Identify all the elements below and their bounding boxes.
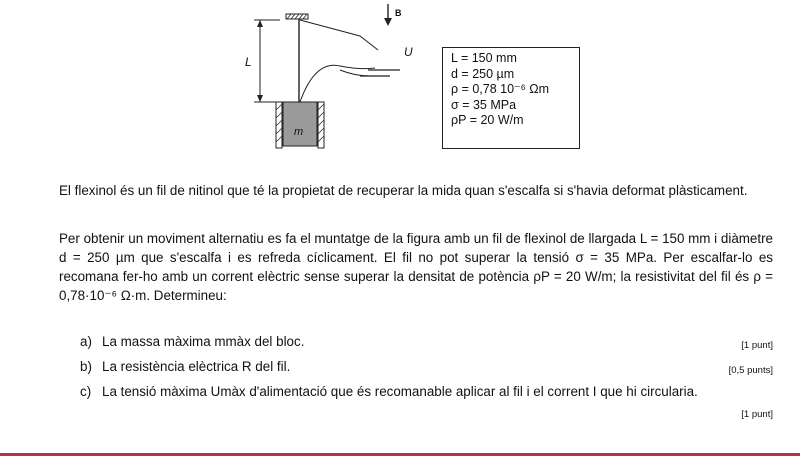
label-L: L bbox=[245, 55, 252, 69]
problem-paragraph: Per obtenir un moviment alternatiu es fa el muntatge de la figura amb un fil de flexinol de llargada L = 150 mm i diàmetre d = 250 µm que s'escalfa i es refreda cíclicament. El fil no pot superar la tensió σ = 35 MPa. Per escalfar-lo es recomana fer-ho amb un corrent elèctric sense superar la densitat de potència ρP = 20 W/m; la resistivitat del fil és ρ = 0,78·10⁻⁶ Ω·m. Determineu: bbox=[59, 231, 773, 303]
question-c bbox=[80, 382, 773, 422]
question-text: La massa màxima mmàx del bloc. bbox=[102, 334, 305, 349]
question-points: [1 punt] bbox=[741, 409, 773, 420]
label-m: m bbox=[294, 126, 304, 138]
question-letter: a) bbox=[80, 334, 92, 349]
question-text: La resistència elèctrica R del fil. bbox=[102, 359, 291, 374]
question-points: [1 punt] bbox=[741, 340, 773, 351]
question-points: [0,5 punts] bbox=[728, 365, 773, 376]
intro-paragraph: El flexinol és un fil de nitinol que té la propietat de recuperar la mida quan s'escalfa si s'havia deformat plàsticament. bbox=[59, 183, 748, 198]
question-letter: b) bbox=[80, 359, 92, 374]
mechanism-figure bbox=[240, 0, 420, 160]
param-stress: σ = 35 MPa bbox=[451, 97, 517, 112]
question-text: La tensió màxima Umàx d'alimentació que és recomanable aplicar al fil i el corrent I que hi circularia. bbox=[102, 384, 698, 399]
label-B: B bbox=[395, 8, 402, 18]
question-letter: c) bbox=[80, 384, 92, 399]
mass-block bbox=[283, 102, 317, 146]
param-resistivity: ρ = 0,78 10⁻⁶ Ωm bbox=[451, 82, 550, 96]
figure-drawing bbox=[240, 0, 420, 160]
param-length: L = 150 mm bbox=[451, 51, 517, 65]
param-power-density: ρP = 20 W/m bbox=[451, 113, 524, 127]
param-diameter: d = 250 µm bbox=[451, 66, 515, 81]
label-U: U bbox=[404, 45, 413, 59]
data-box bbox=[442, 47, 580, 149]
